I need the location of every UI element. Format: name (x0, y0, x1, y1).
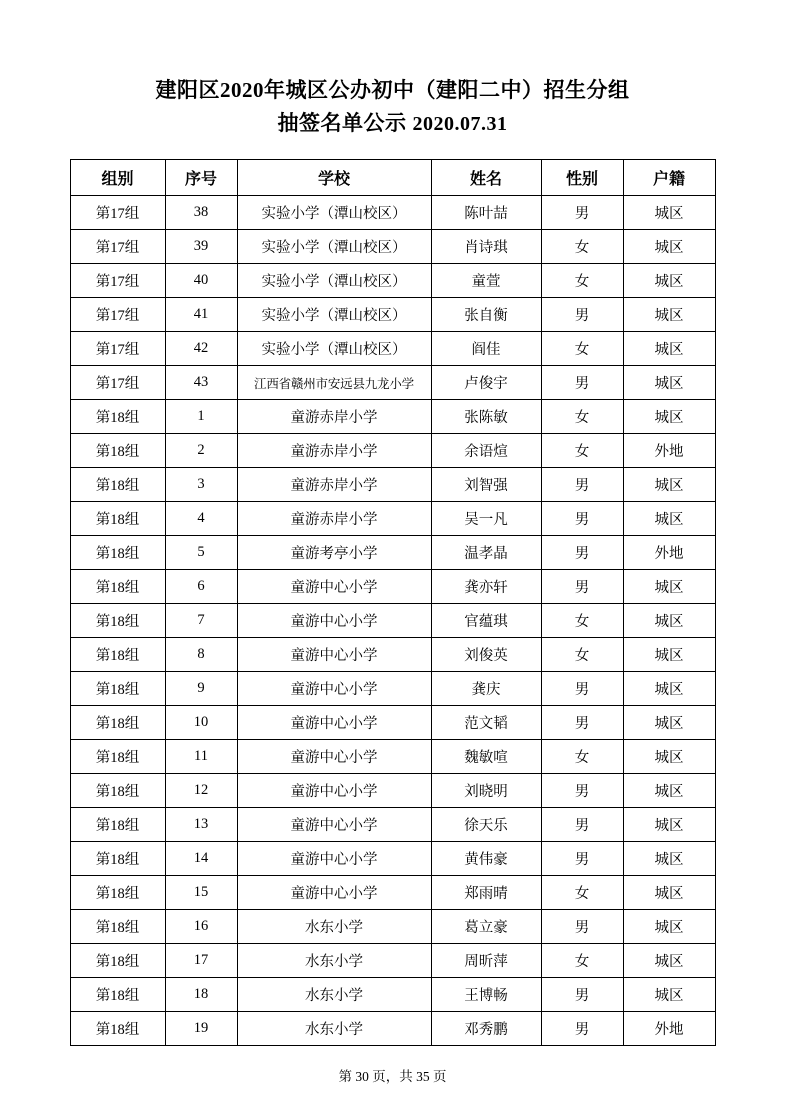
cell-sex: 女 (541, 332, 623, 366)
table-row (70, 774, 715, 808)
table-row (70, 876, 715, 910)
table-row (70, 366, 715, 400)
table-row (70, 638, 715, 672)
table-row (70, 978, 715, 1012)
page-number: 第 30 页，共 35 页 (338, 1069, 447, 1084)
cell-sex: 男 (541, 808, 623, 842)
cell-seq: 43 (165, 366, 237, 400)
cell-seq: 4 (165, 502, 237, 536)
cell-hukou: 城区 (623, 502, 715, 536)
cell-hukou: 城区 (623, 264, 715, 298)
cell-group: 第18组 (70, 808, 165, 842)
cell-name: 吴一凡 (431, 502, 541, 536)
cell-group: 第18组 (70, 502, 165, 536)
cell-name: 徐天乐 (431, 808, 541, 842)
cell-sex: 女 (541, 604, 623, 638)
cell-hukou: 城区 (623, 774, 715, 808)
cell-group: 第18组 (70, 570, 165, 604)
cell-seq: 7 (165, 604, 237, 638)
cell-name: 刘晓明 (431, 774, 541, 808)
cell-name: 刘智强 (431, 468, 541, 502)
cell-group: 第18组 (70, 1012, 165, 1046)
cell-seq: 10 (165, 706, 237, 740)
cell-name: 肖诗琪 (431, 230, 541, 264)
cell-name: 王博畅 (431, 978, 541, 1012)
cell-name: 陈叶喆 (431, 196, 541, 230)
cell-name: 范文韬 (431, 706, 541, 740)
column-header-group: 组别 (70, 160, 165, 196)
cell-group: 第18组 (70, 536, 165, 570)
cell-hukou: 城区 (623, 910, 715, 944)
cell-hukou: 城区 (623, 570, 715, 604)
cell-name: 龚庆 (431, 672, 541, 706)
cell-school: 水东小学 (237, 1012, 431, 1046)
cell-group: 第18组 (70, 842, 165, 876)
table-body (70, 196, 715, 1046)
cell-group: 第17组 (70, 230, 165, 264)
cell-school: 童游中心小学 (237, 774, 431, 808)
cell-sex: 女 (541, 434, 623, 468)
table-row (70, 230, 715, 264)
cell-seq: 38 (165, 196, 237, 230)
table-row (70, 604, 715, 638)
table-row (70, 434, 715, 468)
cell-sex: 女 (541, 944, 623, 978)
cell-sex: 女 (541, 638, 623, 672)
cell-group: 第18组 (70, 672, 165, 706)
cell-seq: 39 (165, 230, 237, 264)
cell-school: 童游赤岸小学 (237, 468, 431, 502)
cell-sex: 男 (541, 706, 623, 740)
cell-hukou: 城区 (623, 638, 715, 672)
cell-group: 第17组 (70, 298, 165, 332)
cell-hukou: 城区 (623, 740, 715, 774)
table-row (70, 536, 715, 570)
cell-school: 童游赤岸小学 (237, 434, 431, 468)
cell-name: 周昕萍 (431, 944, 541, 978)
cell-hukou: 城区 (623, 808, 715, 842)
cell-group: 第18组 (70, 400, 165, 434)
cell-group: 第18组 (70, 740, 165, 774)
cell-name: 邓秀鹏 (431, 1012, 541, 1046)
cell-school: 实验小学（潭山校区） (237, 196, 431, 230)
table-header (70, 160, 715, 196)
cell-seq: 5 (165, 536, 237, 570)
cell-sex: 男 (541, 672, 623, 706)
cell-group: 第17组 (70, 264, 165, 298)
cell-school: 童游中心小学 (237, 672, 431, 706)
cell-school: 童游中心小学 (237, 808, 431, 842)
cell-school: 童游中心小学 (237, 740, 431, 774)
cell-seq: 8 (165, 638, 237, 672)
cell-hukou: 城区 (623, 706, 715, 740)
cell-hukou: 城区 (623, 978, 715, 1012)
cell-seq: 18 (165, 978, 237, 1012)
cell-hukou: 城区 (623, 944, 715, 978)
cell-name: 龚亦轩 (431, 570, 541, 604)
cell-school: 童游赤岸小学 (237, 502, 431, 536)
column-header-name: 姓名 (431, 160, 541, 196)
cell-hukou: 城区 (623, 230, 715, 264)
cell-seq: 13 (165, 808, 237, 842)
cell-school: 实验小学（潭山校区） (237, 332, 431, 366)
cell-seq: 14 (165, 842, 237, 876)
cell-group: 第18组 (70, 876, 165, 910)
cell-seq: 19 (165, 1012, 237, 1046)
cell-hukou: 外地 (623, 1012, 715, 1046)
cell-school: 童游中心小学 (237, 876, 431, 910)
cell-seq: 16 (165, 910, 237, 944)
table-row (70, 944, 715, 978)
cell-sex: 女 (541, 876, 623, 910)
cell-sex: 男 (541, 978, 623, 1012)
cell-school: 童游中心小学 (237, 570, 431, 604)
cell-school: 实验小学（潭山校区） (237, 298, 431, 332)
cell-seq: 17 (165, 944, 237, 978)
cell-hukou: 城区 (623, 298, 715, 332)
cell-sex: 男 (541, 1012, 623, 1046)
cell-name: 张自衡 (431, 298, 541, 332)
page-title-subtitle: 抽签名单公示 (277, 111, 407, 135)
table-row (70, 740, 715, 774)
cell-school: 实验小学（潭山校区） (237, 264, 431, 298)
table-header-row (70, 160, 715, 196)
cell-school: 童游中心小学 (237, 706, 431, 740)
cell-sex: 男 (541, 910, 623, 944)
table-row (70, 808, 715, 842)
cell-group: 第17组 (70, 332, 165, 366)
cell-seq: 15 (165, 876, 237, 910)
table-row (70, 264, 715, 298)
cell-group: 第18组 (70, 706, 165, 740)
cell-name: 温孝晶 (431, 536, 541, 570)
cell-group: 第18组 (70, 944, 165, 978)
page-title-line-1: 建阳区2020年城区公办初中（建阳二中）招生分组 (155, 78, 630, 102)
cell-seq: 3 (165, 468, 237, 502)
cell-school: 童游赤岸小学 (237, 400, 431, 434)
table-row (70, 298, 715, 332)
cell-group: 第18组 (70, 910, 165, 944)
cell-group: 第18组 (70, 604, 165, 638)
page-footer (0, 1065, 785, 1085)
cell-school: 童游考亭小学 (237, 536, 431, 570)
cell-name: 张陈敏 (431, 400, 541, 434)
cell-group: 第18组 (70, 774, 165, 808)
column-header-hukou: 户籍 (623, 160, 715, 196)
page-title-line-2 (0, 107, 785, 141)
cell-school: 江西省赣州市安远县九龙小学 (237, 366, 431, 400)
cell-sex: 男 (541, 774, 623, 808)
cell-hukou: 城区 (623, 332, 715, 366)
cell-group: 第18组 (70, 468, 165, 502)
table-row (70, 400, 715, 434)
table-row (70, 570, 715, 604)
cell-hukou: 城区 (623, 876, 715, 910)
column-header-seq: 序号 (165, 160, 237, 196)
cell-name: 葛立豪 (431, 910, 541, 944)
cell-sex: 男 (541, 536, 623, 570)
table-row (70, 1012, 715, 1046)
cell-name: 卢俊宇 (431, 366, 541, 400)
cell-name: 刘俊英 (431, 638, 541, 672)
cell-name: 官蕴琪 (431, 604, 541, 638)
table-row (70, 706, 715, 740)
cell-seq: 11 (165, 740, 237, 774)
column-header-school: 学校 (237, 160, 431, 196)
cell-school: 实验小学（潭山校区） (237, 230, 431, 264)
cell-group: 第18组 (70, 434, 165, 468)
cell-name: 魏敏喧 (431, 740, 541, 774)
cell-seq: 2 (165, 434, 237, 468)
cell-sex: 女 (541, 400, 623, 434)
cell-sex: 女 (541, 264, 623, 298)
cell-hukou: 城区 (623, 672, 715, 706)
table-row (70, 196, 715, 230)
cell-seq: 9 (165, 672, 237, 706)
cell-sex: 女 (541, 230, 623, 264)
cell-school: 童游中心小学 (237, 638, 431, 672)
cell-school: 童游中心小学 (237, 604, 431, 638)
cell-hukou: 城区 (623, 196, 715, 230)
cell-hukou: 城区 (623, 400, 715, 434)
cell-hukou: 城区 (623, 468, 715, 502)
cell-group: 第17组 (70, 366, 165, 400)
table-row (70, 672, 715, 706)
cell-school: 水东小学 (237, 944, 431, 978)
roster-table (70, 159, 716, 1046)
cell-group: 第18组 (70, 638, 165, 672)
cell-group: 第18组 (70, 978, 165, 1012)
cell-sex: 男 (541, 366, 623, 400)
cell-hukou: 外地 (623, 536, 715, 570)
cell-hukou: 城区 (623, 366, 715, 400)
cell-sex: 男 (541, 502, 623, 536)
cell-sex: 男 (541, 570, 623, 604)
cell-sex: 男 (541, 468, 623, 502)
cell-seq: 42 (165, 332, 237, 366)
cell-seq: 6 (165, 570, 237, 604)
cell-hukou: 城区 (623, 604, 715, 638)
cell-hukou: 外地 (623, 434, 715, 468)
cell-sex: 男 (541, 196, 623, 230)
page-title-date: 2020.07.31 (412, 113, 508, 135)
table-row (70, 910, 715, 944)
table-row (70, 332, 715, 366)
cell-school: 水东小学 (237, 910, 431, 944)
column-header-sex: 性别 (541, 160, 623, 196)
cell-hukou: 城区 (623, 842, 715, 876)
cell-name: 黄伟豪 (431, 842, 541, 876)
document-title-block (0, 0, 785, 141)
cell-school: 童游中心小学 (237, 842, 431, 876)
cell-sex: 男 (541, 842, 623, 876)
cell-sex: 男 (541, 298, 623, 332)
cell-sex: 女 (541, 740, 623, 774)
cell-seq: 12 (165, 774, 237, 808)
table-row (70, 502, 715, 536)
cell-school: 水东小学 (237, 978, 431, 1012)
cell-name: 余语煊 (431, 434, 541, 468)
table-row (70, 842, 715, 876)
cell-name: 童萱 (431, 264, 541, 298)
cell-name: 郑雨晴 (431, 876, 541, 910)
table-row (70, 468, 715, 502)
cell-seq: 40 (165, 264, 237, 298)
cell-group: 第17组 (70, 196, 165, 230)
cell-seq: 1 (165, 400, 237, 434)
cell-seq: 41 (165, 298, 237, 332)
cell-name: 阎佳 (431, 332, 541, 366)
